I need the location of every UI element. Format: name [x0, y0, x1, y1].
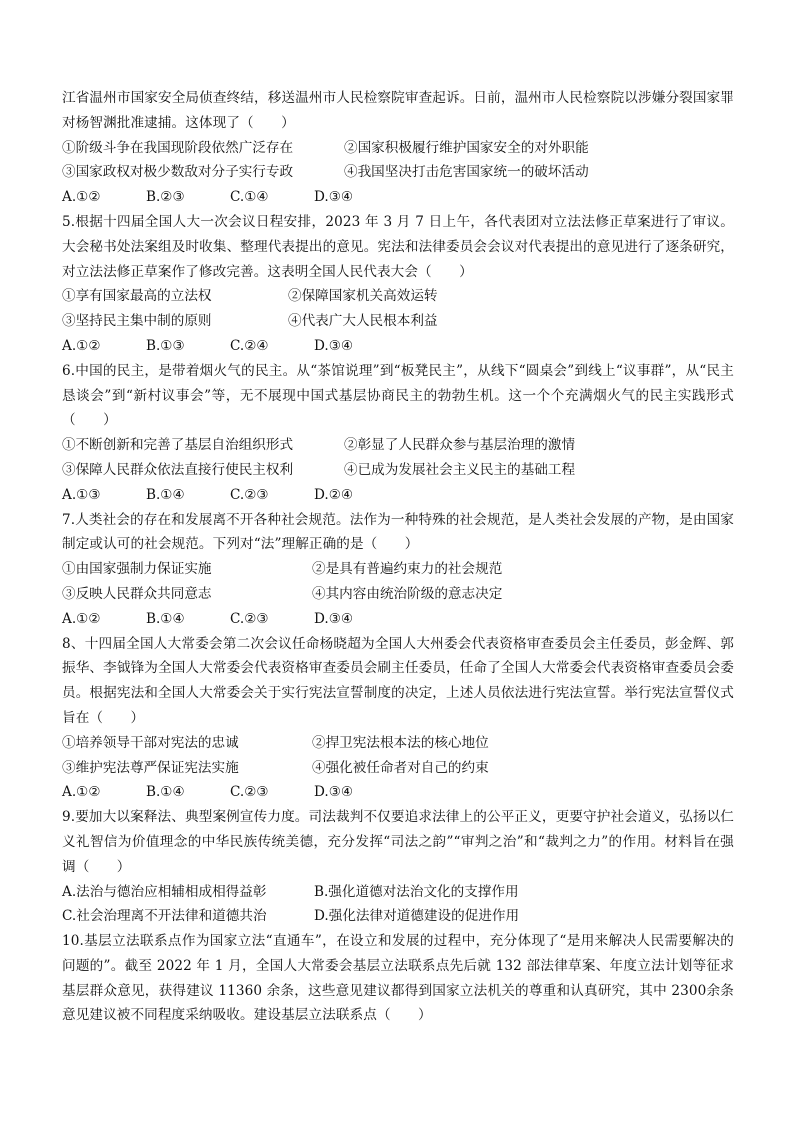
answer-c: C.社会治理离不开法律和道德共治 [62, 908, 267, 925]
question-stem: 5.根据十四届全国人大一次会议日程安排，2023 年 3 月 7 日上午，各代表团对立法法修正草案进行了审议。大会秘书处法案组及时收集、整理代表提出的意见。宪法和法律委员会会议对代表提出的意见进行了逐条研究，对立法法修正草案作了修改完善。这表明全国人民代表大会（ ） [62, 213, 734, 280]
answer-row [62, 607, 734, 632]
question-9 [62, 805, 734, 929]
answer-d: D.③④ [314, 784, 354, 801]
statement-1: ①由国家强制力保证实施 [62, 561, 212, 578]
statement-2: ②保障国家机关高效运转 [288, 288, 438, 305]
answer-d: D.③④ [314, 189, 354, 206]
statement-4: ④代表广大人民根本利益 [288, 313, 438, 330]
answer-d: D.强化法律对道德建设的促进作用 [314, 908, 520, 925]
statement-3: ③反映人民群众共同意志 [62, 585, 212, 602]
answer-c: C.②③ [230, 486, 269, 503]
statement-1: ①享有国家最高的立法权 [62, 288, 212, 305]
answer-b: B.①④ [146, 784, 185, 801]
answer-a: A.①② [62, 189, 101, 206]
answer-row [62, 483, 734, 508]
statement-row [62, 458, 734, 483]
answer-row [62, 185, 734, 210]
statement-3: ③国家政权对极少数敌对分子实行专政 [62, 164, 294, 181]
answer-row [62, 780, 734, 805]
answer-c: C.①④ [230, 189, 269, 206]
answer-a: A.法治与德治应相辅相成相得益彰 [62, 883, 267, 900]
statement-2: ②彰显了人民群众参与基层治理的激情 [344, 437, 576, 454]
question-4 [62, 86, 734, 210]
statement-row [62, 309, 734, 334]
statement-row [62, 557, 734, 582]
question-5 [62, 210, 734, 359]
answer-b: B.①④ [146, 610, 185, 627]
answer-a: A.①③ [62, 486, 101, 503]
statement-2: ②国家积极履行维护国家安全的对外职能 [344, 139, 589, 156]
statement-4: ④强化被任命者对自己的约束 [312, 759, 489, 776]
statement-3: ③维护宪法尊严保证宪法实施 [62, 759, 239, 776]
statement-2: ②捍卫宪法根本法的核心地位 [312, 734, 489, 751]
statement-row [62, 731, 734, 756]
question-stem: 10.基层立法联系点作为国家立法“直通车”，在设立和发展的过程中，充分体现了“是用来解决人民需要解决的问题的”。截至 2022 年 1 月，全国人大常委会基层立法联系点先后就 132 部法律草案、年度立法计划等征求基层群众意见，获得建议 11360 余条，这些意见建议都得到国家立法机关的尊重和认真研究，其中 2300余条意见建议被不同程度采纳吸收。建设基层立法联系点（ ） [62, 933, 734, 1024]
statement-row [62, 756, 734, 781]
statement-row [62, 136, 734, 161]
question-6 [62, 359, 734, 508]
answer-b: B.②③ [146, 189, 185, 206]
answer-c: C.②③ [230, 610, 269, 627]
answer-a: A.①② [62, 784, 101, 801]
answer-d: D.③④ [314, 610, 354, 627]
answer-d: D.③④ [314, 337, 354, 354]
answer-a: A.①② [62, 610, 101, 627]
question-8 [62, 632, 734, 806]
question-10 [62, 929, 734, 1028]
statement-4: ④已成为发展社会主义民主的基础工程 [344, 461, 576, 478]
answer-b: B.①④ [146, 486, 185, 503]
statement-1: ①培养领导干部对宪法的忠诚 [62, 734, 239, 751]
answer-row [62, 880, 734, 905]
statement-row [62, 582, 734, 607]
statement-row [62, 160, 734, 185]
statement-1: ①阶级斗争在我国现阶段依然广泛存在 [62, 139, 294, 156]
answer-b: B.①③ [146, 337, 185, 354]
answer-row [62, 904, 734, 929]
statement-1: ①不断创新和完善了基层自治组织形式 [62, 437, 294, 454]
answer-d: D.②④ [314, 486, 354, 503]
question-7 [62, 508, 734, 632]
statement-row [62, 284, 734, 309]
answer-c: C.②④ [230, 337, 269, 354]
statement-3: ③保障人民群众依法直接行使民主权利 [62, 461, 294, 478]
answer-c: C.②③ [230, 784, 269, 801]
answer-row [62, 334, 734, 359]
answer-a: A.①② [62, 337, 101, 354]
statement-4: ④我国坚决打击危害国家统一的破坏活动 [344, 164, 589, 181]
answer-b: B.强化道德对法治文化的支撑作用 [314, 883, 519, 900]
statement-4: ④其内容由统治阶级的意志决定 [312, 585, 503, 602]
question-stem: 8、十四届全国人大常委会第二次会议任命杨晓超为全国人大州委会代表资格审查委员会主任委员，彭金辉、郭振华、李钺锋为全国人大常委会代表资格审查委员会刷主任委员，任命了全国人大常委会代表资格审查委员会委员。根据宪法和全国人大常委会关于实行宪法宣誓制度的决定，上述人员依法进行宪法宣誓。举行宪法宣誓仪式旨在（ ） [62, 635, 734, 726]
question-stem: 6.中国的民主，是带着烟火气的民主。从“茶馆说理”到“板凳民主”，从线下“圆桌会”到线上“议事群”，从“民主恳谈会”到“新村议事会”等，无不展现中国式基层协商民主的勃勃生机。这一个个充满烟火气的民主实践形式（ ） [62, 362, 734, 429]
statement-row [62, 433, 734, 458]
question-stem: 江省温州市国家安全局侦查终结，移送温州市人民检察院审查起诉。日前，温州市人民检察院以涉嫌分裂国家罪对杨智渊批准逮捕。这体现了（ ） [62, 90, 734, 131]
statement-2: ②是具有普遍约束力的社会规范 [312, 561, 503, 578]
question-stem: 9.要加大以案释法、典型案例宣传力度。司法裁判不仅要追求法律上的公平正义，更要守护社会道义，弘扬以仁义礼智信为价值理念的中华民族传统美德，充分发挥“司法之韵”“审判之治”和“裁判之力”的作用。材料旨在强调（ ） [62, 809, 734, 875]
question-stem: 7.人类社会的存在和发展离不开各种社会规范。法作为一种特殊的社会规范，是人类社会发展的产物，是由国家制定或认可的社会规范。下列对“法”理解正确的是（ ） [62, 511, 734, 553]
statement-3: ③坚持民主集中制的原则 [62, 313, 212, 330]
exam-content [62, 86, 734, 1028]
